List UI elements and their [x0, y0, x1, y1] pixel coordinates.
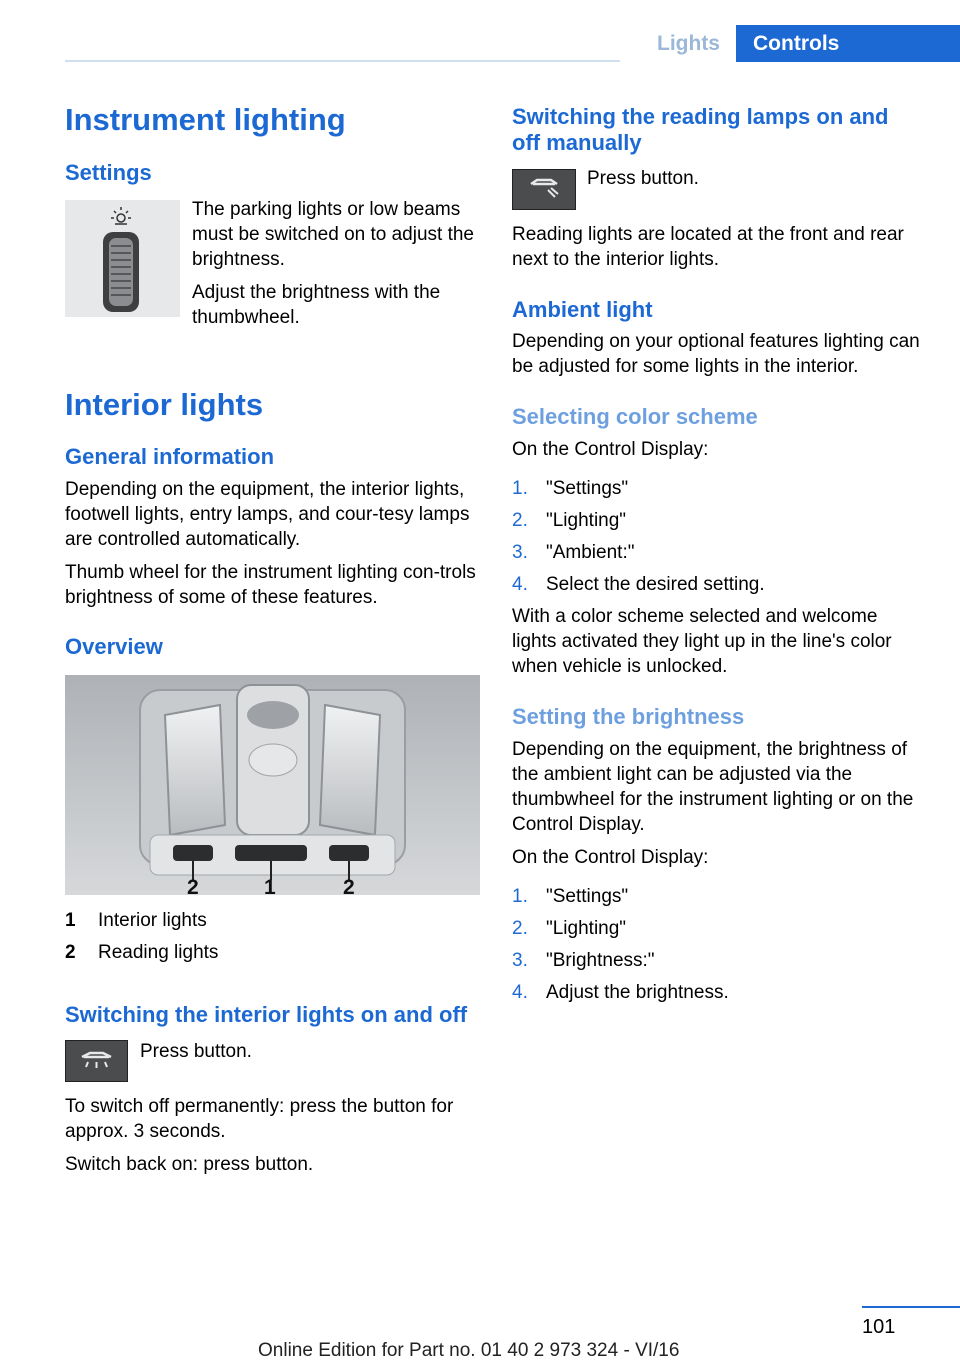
step-text: Select the desired setting. — [546, 574, 765, 595]
brightness-paragraph: Depending on the equipment, the brightness of the ambient light can be adjusted via the thumbwheel for the instrument lighting or on the Control Display. — [512, 739, 914, 835]
step-text: "Settings" — [546, 886, 629, 907]
step-text: Adjust the brightness. — [546, 982, 729, 1003]
instrument-lighting-title: Instrument lighting — [65, 102, 346, 137]
settings-paragraph-2: Adjust the brightness with the thumbwheel. — [192, 282, 441, 328]
color-scheme-intro: On the Control Display: — [512, 439, 709, 460]
interior-lights-title: Interior lights — [65, 387, 264, 422]
step-number: 3. — [512, 950, 528, 971]
step-number: 1. — [512, 478, 528, 499]
step-text: "Lighting" — [546, 918, 627, 939]
general-paragraph-1: Depending on the equipment, the interior lights, footwell lights, entry lamps, and cour‐tesy lamps are controlled automatically. — [65, 479, 470, 550]
overview-heading: Overview — [65, 634, 163, 659]
step-number: 2. — [512, 918, 528, 939]
legend-text: Interior lights — [98, 910, 207, 931]
overview-label-1: 1 — [264, 876, 276, 895]
legend-number: 1 — [65, 910, 76, 931]
step-number: 2. — [512, 510, 528, 531]
brightness-heading: Setting the brightness — [512, 704, 745, 729]
header-section-lights[interactable]: Lights — [620, 25, 736, 62]
switch-paragraph-2: Switch back on: press button. — [65, 1154, 314, 1175]
step-text: "Brightness:" — [546, 950, 655, 971]
brightness-intro: On the Control Display: — [512, 847, 709, 868]
interior-light-icon — [66, 1041, 127, 1081]
reading-lamp-icon — [513, 170, 575, 209]
switch-interior-heading: Switching the interior lights on and off — [65, 1002, 468, 1027]
overview-label-2-left: 2 — [187, 876, 199, 895]
switch-paragraph-1: To switch off permanently: press the button for approx. 3 seconds. — [65, 1096, 454, 1142]
settings-paragraph-1: The parking lights or low beams must be switched on to adjust the brightness. — [192, 199, 474, 270]
step-number: 3. — [512, 542, 528, 563]
reading-paragraph: Reading lights are located at the front and rear next to the interior lights. — [512, 224, 904, 270]
overview-image — [65, 675, 480, 895]
general-paragraph-2: Thumb wheel for the instrument lighting con‐trols brightness of some of these features. — [65, 562, 476, 608]
edition-footer: Online Edition for Part no. 01 40 2 973 324 - VI/16 — [258, 1340, 680, 1361]
settings-heading: Settings — [65, 160, 152, 185]
ambient-light-heading: Ambient light — [512, 297, 653, 322]
header-chapter-controls[interactable]: Controls — [736, 25, 960, 62]
footer-rule — [862, 1306, 960, 1308]
step-number: 4. — [512, 982, 528, 1003]
general-information-heading: General information — [65, 444, 275, 469]
reading-lamp-button-image — [512, 169, 576, 210]
legend-number: 2 — [65, 942, 76, 963]
press-button-text-left: Press button. — [140, 1041, 252, 1062]
color-scheme-paragraph: With a color scheme selected and welcome lights activated they light up in the line's color when vehicle is unlocked. — [512, 606, 892, 677]
step-number: 1. — [512, 886, 528, 907]
press-button-text-right: Press button. — [587, 168, 699, 189]
step-text: "Lighting" — [546, 510, 627, 531]
interior-light-button-image — [65, 1040, 128, 1082]
step-text: "Ambient:" — [546, 542, 635, 563]
step-text: "Settings" — [546, 478, 629, 499]
thumbwheel-image — [65, 200, 180, 317]
ambient-paragraph: Depending on your optional features lighting can be adjusted for some lights in the interior. — [512, 331, 920, 377]
thumbwheel-lamp-icon — [111, 207, 131, 224]
step-number: 4. — [512, 574, 528, 595]
overview-label-2-right: 2 — [343, 876, 355, 895]
color-scheme-heading: Selecting color scheme — [512, 404, 758, 429]
page-number: 101 — [862, 1316, 896, 1338]
reading-lamps-heading: Switching the reading lamps on and off manually — [512, 104, 889, 155]
legend-text: Reading lights — [98, 942, 219, 963]
